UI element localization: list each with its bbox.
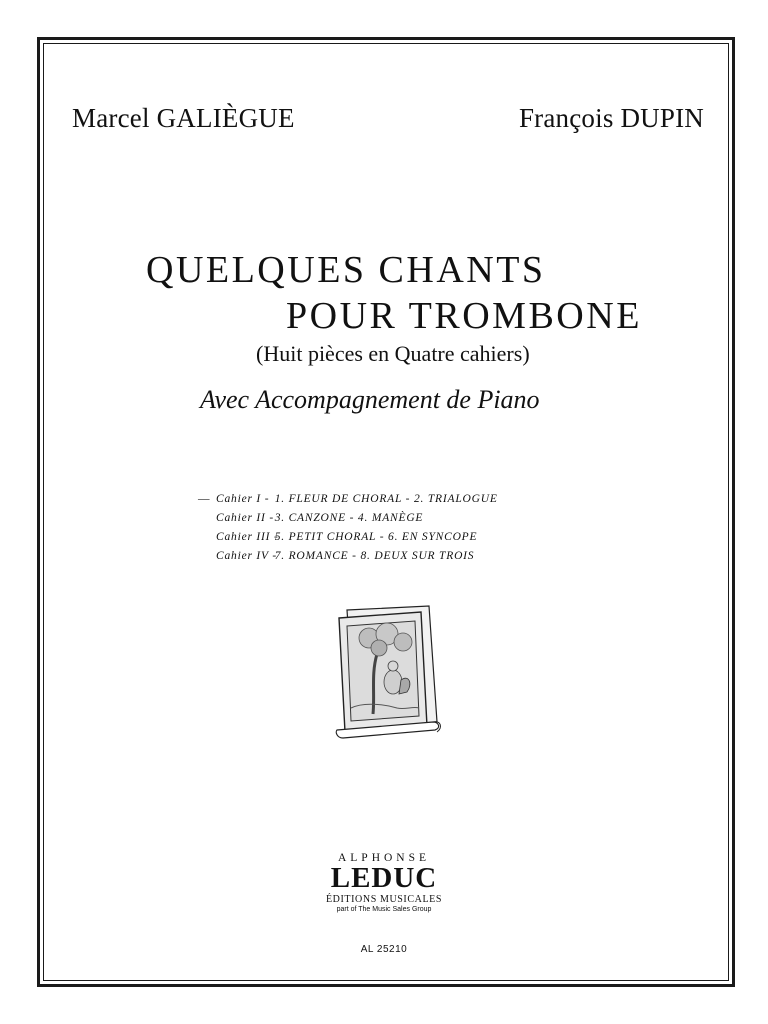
publisher-name-main: LEDUC bbox=[330, 862, 438, 894]
contents-list bbox=[198, 490, 498, 566]
cahier-label: Cahier II - bbox=[216, 512, 274, 524]
publisher-group: part of The Music Sales Group bbox=[336, 906, 432, 913]
composer-right: François DUPIN bbox=[518, 103, 704, 133]
cahier-pieces: 3. CANZONE - 4. MANÈGE bbox=[274, 512, 424, 524]
contents-item bbox=[216, 547, 498, 566]
accompaniment-line: Avec Accompagnement de Piano bbox=[200, 385, 540, 414]
composer-left: Marcel GALIÈGUE bbox=[72, 103, 295, 133]
title-line-2: POUR TROMBONE bbox=[286, 295, 642, 337]
contents-item bbox=[216, 509, 498, 528]
contents-item bbox=[216, 528, 498, 547]
cahier-pieces: 5. PETIT CHORAL - 6. EN SYNCOPE bbox=[274, 531, 478, 543]
publisher-name-top: ALPHONSE bbox=[337, 852, 431, 864]
cahier-label: Cahier III - bbox=[216, 531, 279, 543]
cahier-label: Cahier I - bbox=[216, 493, 270, 505]
catalog-number: AL 25210 bbox=[360, 944, 408, 955]
title-line-1: QUELQUES CHANTS bbox=[146, 249, 546, 291]
cahier-pieces: 7. ROMANCE - 8. DEUX SUR TROIS bbox=[274, 550, 475, 562]
cahier-pieces: 1. FLEUR DE CHORAL - 2. TRIALOGUE bbox=[274, 493, 498, 505]
contents-item bbox=[198, 490, 498, 509]
selection-marker: — bbox=[198, 493, 211, 505]
subtitle: (Huit pièces en Quatre cahiers) bbox=[256, 341, 530, 366]
cahier-label: Cahier IV - bbox=[216, 550, 277, 562]
publisher-editions: ÉDITIONS MUSICALES bbox=[325, 894, 443, 905]
publisher-emblem-illustration bbox=[333, 604, 445, 746]
